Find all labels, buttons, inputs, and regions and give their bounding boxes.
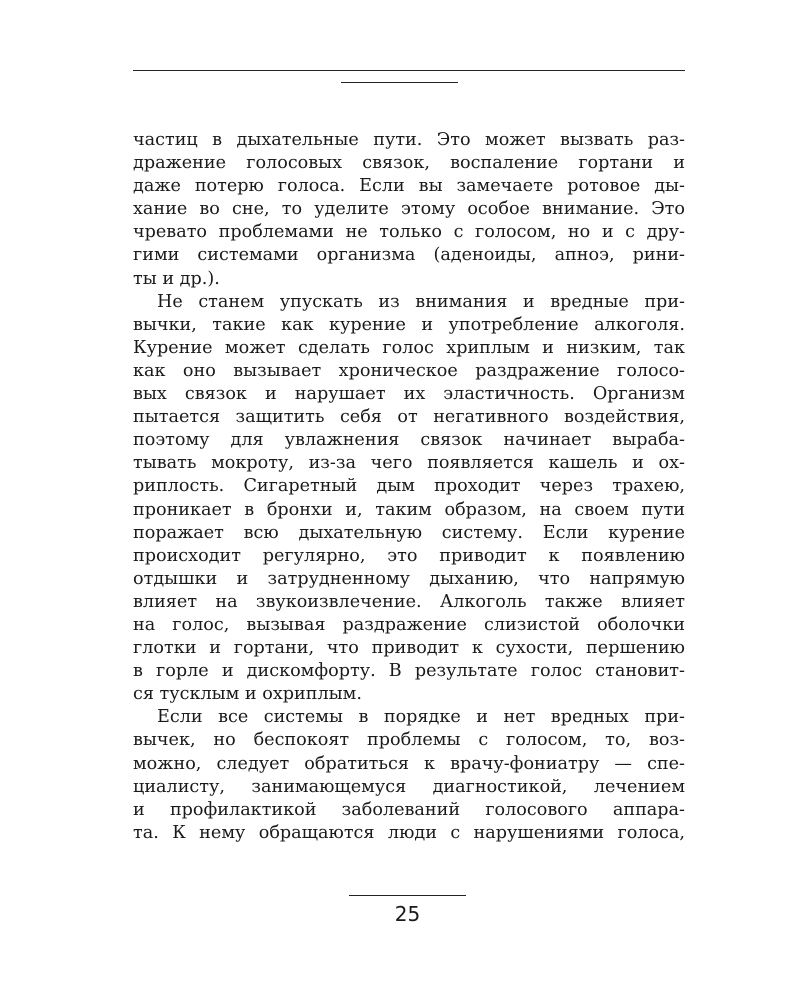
text-line: глотки и гортани, что приводит к сухости, першению (133, 638, 685, 659)
text-line: пытается защитить себя от негативного воздействия, (133, 407, 685, 428)
text-line: хание во сне, то уделите этому особое внимание. Это (133, 199, 685, 220)
header-rule (133, 70, 685, 71)
text-line: частиц в дыхательные пути. Это может вызвать раз- (133, 130, 685, 150)
text-line: Не станем упускать из внимания и вредные при- (157, 291, 685, 312)
header-short-rule (341, 82, 458, 83)
text-line: проникает в бронхи и, таким образом, на своем пути (133, 499, 685, 520)
text-line: поэтому для увлажнения связок начинает выраба- (133, 430, 685, 451)
footer-rule (349, 895, 466, 896)
text-line: можно, следует обратиться к врачу-фониатру — спе- (133, 753, 685, 774)
text-line: поражает всю дыхательную систему. Если курение (133, 522, 685, 543)
text-line: даже потерю голоса. Если вы замечаете ротовое ды- (133, 176, 685, 197)
text-line: дражение голосовых связок, воспаление гортани и (133, 153, 685, 174)
text-line: вычек, но беспокоят проблемы с голосом, то, воз- (133, 730, 685, 751)
text-line: вычки, такие как курение и употребление алкоголя. (133, 314, 685, 335)
text-line: и профилактикой заболеваний голосового аппара- (133, 799, 685, 820)
text-line: Если все системы в порядке и нет вредных при- (157, 707, 685, 728)
text-line: в горле и дискомфорту. В результате голос становит- (133, 661, 685, 682)
text-line: ты и др.). (133, 268, 220, 289)
text-line: тывать мокроту, из-за чего появляется кашель и ох- (133, 453, 685, 474)
text-line: гими системами организма (аденоиды, апноэ, рини- (133, 245, 685, 266)
text-line: происходит регулярно, это приводит к появлению (133, 545, 685, 566)
text-line: влияет на звукоизвлечение. Алкоголь также влияет (133, 591, 685, 612)
text-line: отдышки и затрудненному дыханию, что напрямую (133, 568, 685, 589)
text-line: чревато проблемами не только с голосом, но и с дру- (133, 222, 685, 243)
text-line: риплость. Сигаретный дым проходит через трахею, (133, 476, 685, 497)
text-line: ся тусклым и охриплым. (133, 684, 362, 705)
text-line: та. К нему обращаются люди с нарушениями голоса, (133, 822, 685, 843)
text-line: на голос, вызывая раздражение слизистой оболочки (133, 614, 685, 635)
body-text (133, 129, 685, 845)
text-line: циалисту, занимающемуся диагностикой, лечением (133, 776, 685, 797)
page-number: 25 (394, 902, 421, 926)
text-line: Курение может сделать голос хриплым и низким, так (133, 337, 685, 358)
text-line: как оно вызывает хроническое раздражение голосо- (133, 360, 685, 381)
text-line: вых связок и нарушает их эластичность. Организм (133, 384, 685, 405)
